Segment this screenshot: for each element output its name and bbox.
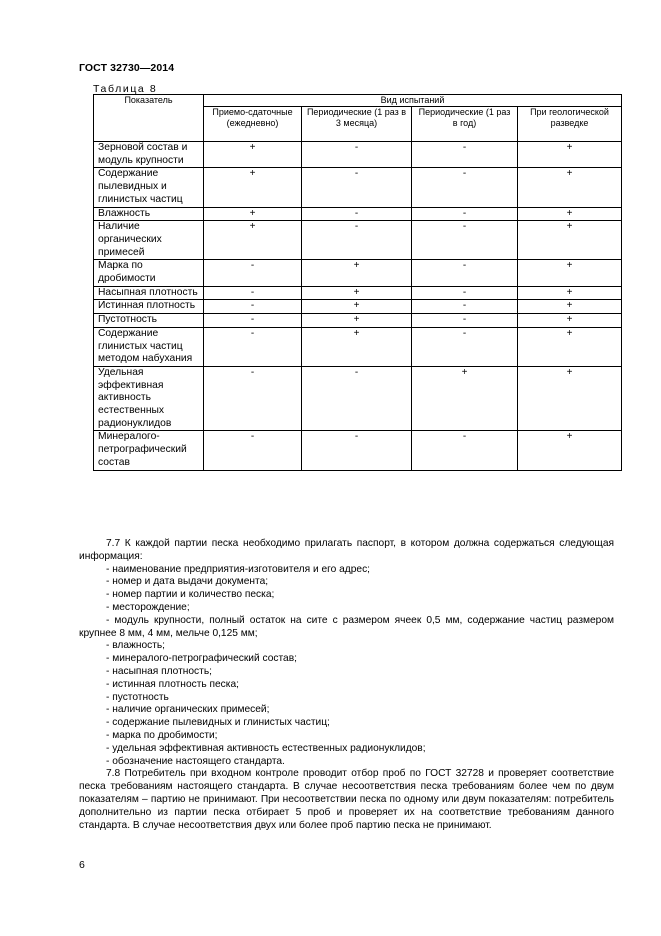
test-value-cell: -	[412, 314, 518, 328]
test-value-cell: -	[412, 431, 518, 470]
list-item: - обозначение настоящего стандарта.	[106, 755, 285, 767]
test-value-cell: -	[302, 207, 412, 221]
list-item: - модуль крупности, полный остаток на сите с размером ячеек 0,5 мм, содержание частиц размером крупнее 8 мм, 4 мм, мельче 0,125 мм;	[79, 614, 614, 639]
test-value-cell: +	[302, 300, 412, 314]
test-value-cell: -	[412, 168, 518, 207]
list-item: - месторождение;	[106, 601, 190, 613]
test-value-cell: +	[518, 142, 622, 168]
section-7-7	[79, 538, 614, 832]
list-item: - пустотность	[106, 691, 169, 703]
tests-table	[93, 94, 622, 471]
test-value-cell: -	[204, 366, 302, 431]
standard-header: ГОСТ 32730—2014	[79, 62, 175, 74]
table-row	[94, 260, 622, 286]
table-row	[94, 300, 622, 314]
test-value-cell: -	[302, 168, 412, 207]
indicator-cell: Наличие органических примесей	[94, 221, 204, 260]
table-row	[94, 431, 622, 470]
subcol-header: Периодические (1 раз в 3 месяца)	[302, 107, 412, 142]
indicator-cell: Влажность	[94, 207, 204, 221]
test-value-cell: -	[412, 260, 518, 286]
test-value-cell: +	[412, 366, 518, 431]
test-value-cell: -	[204, 327, 302, 366]
test-value-cell: +	[518, 366, 622, 431]
test-type-header: Вид испытаний	[204, 95, 622, 107]
test-value-cell: +	[204, 168, 302, 207]
paragraph-7-8: 7.8 Потребитель при входном контроле проводит отбор проб по ГОСТ 32728 и проверяет соответствие песка требованиям настоящего стандарта. В случае несоответствия песка требованиям более чем по двум показателям – партию не принимают. При несоответствии песка по одному или двум показателям: потребитель дополнительно из партии песка отбирает 5 проб и проверяет их на соответствие требованиям данного стандарта. В случае несоответствия двух или более проб партию песка не принимают.	[79, 768, 614, 831]
test-value-cell: -	[412, 327, 518, 366]
indicator-cell: Пустотность	[94, 314, 204, 328]
indicator-cell: Удельная эффективная активность естественных радионуклидов	[94, 366, 204, 431]
test-value-cell: -	[302, 431, 412, 470]
indicator-cell: Марка по дробимости	[94, 260, 204, 286]
table-row	[94, 168, 622, 207]
test-value-cell: +	[204, 221, 302, 260]
list-item: - номер и дата выдачи документа;	[106, 576, 269, 588]
indicator-cell: Зерновой состав и модуль крупности	[94, 142, 204, 168]
table-row	[94, 221, 622, 260]
indicator-cell: Содержание пылевидных и глинистых частиц	[94, 168, 204, 207]
subcol-header: Приемо-сдаточные (ежедневно)	[204, 107, 302, 142]
test-value-cell: +	[518, 327, 622, 366]
test-value-cell: -	[302, 221, 412, 260]
test-value-cell: +	[302, 314, 412, 328]
test-value-cell: +	[518, 300, 622, 314]
table-row	[94, 207, 622, 221]
subcol-header: При геологической разведке	[518, 107, 622, 142]
test-value-cell: +	[518, 431, 622, 470]
test-value-cell: -	[412, 286, 518, 300]
test-value-cell: +	[518, 168, 622, 207]
test-value-cell: -	[204, 314, 302, 328]
list-item: - минералого-петрографический состав;	[106, 653, 297, 665]
test-value-cell: -	[204, 300, 302, 314]
test-value-cell: -	[302, 366, 412, 431]
list-item: - влажность;	[106, 640, 166, 652]
test-value-cell: +	[518, 207, 622, 221]
test-value-cell: -	[204, 431, 302, 470]
paragraph-7-7: 7.7 К каждой партии песка необходимо прилагать паспорт, в котором должна содержаться следующая информация:	[79, 538, 614, 562]
subcol-header: Периодические (1 раз в год)	[412, 107, 518, 142]
indicator-cell: Содержание глинистых частиц методом набухания	[94, 327, 204, 366]
test-value-cell: +	[518, 286, 622, 300]
test-value-cell: -	[302, 142, 412, 168]
test-value-cell: -	[412, 207, 518, 221]
indicator-cell: Минералого-петрографический состав	[94, 431, 204, 470]
indicator-header: Показатель	[94, 95, 204, 142]
table-row	[94, 314, 622, 328]
list-item: - наименование предприятия-изготовителя и его адрес;	[106, 563, 370, 575]
table-row	[94, 286, 622, 300]
table-row	[94, 327, 622, 366]
test-value-cell: +	[518, 260, 622, 286]
list-item: - насыпная плотность;	[106, 665, 212, 677]
test-value-cell: -	[412, 300, 518, 314]
list-item: - содержание пылевидных и глинистых частиц;	[106, 717, 330, 729]
indicator-cell: Насыпная плотность	[94, 286, 204, 300]
test-value-cell: +	[302, 260, 412, 286]
test-value-cell: +	[518, 221, 622, 260]
test-value-cell: +	[302, 327, 412, 366]
list-item: - наличие органических примесей;	[106, 704, 270, 716]
test-value-cell: +	[204, 142, 302, 168]
test-value-cell: +	[518, 314, 622, 328]
test-value-cell: -	[412, 221, 518, 260]
list-item: - удельная эффективная активность естественных радионуклидов;	[106, 742, 426, 754]
indicator-cell: Истинная плотность	[94, 300, 204, 314]
list-item: - марка по дробимости;	[106, 729, 218, 741]
table-caption: Таблица 8	[93, 83, 158, 95]
table-row	[94, 142, 622, 168]
test-value-cell: +	[302, 286, 412, 300]
test-value-cell: +	[204, 207, 302, 221]
test-value-cell: -	[204, 286, 302, 300]
list-item: - истинная плотность песка;	[106, 678, 239, 690]
test-value-cell: -	[204, 260, 302, 286]
page-number: 6	[79, 859, 85, 871]
table-row	[94, 366, 622, 431]
test-value-cell: -	[412, 142, 518, 168]
list-item: - номер партии и количество песка;	[106, 589, 275, 601]
